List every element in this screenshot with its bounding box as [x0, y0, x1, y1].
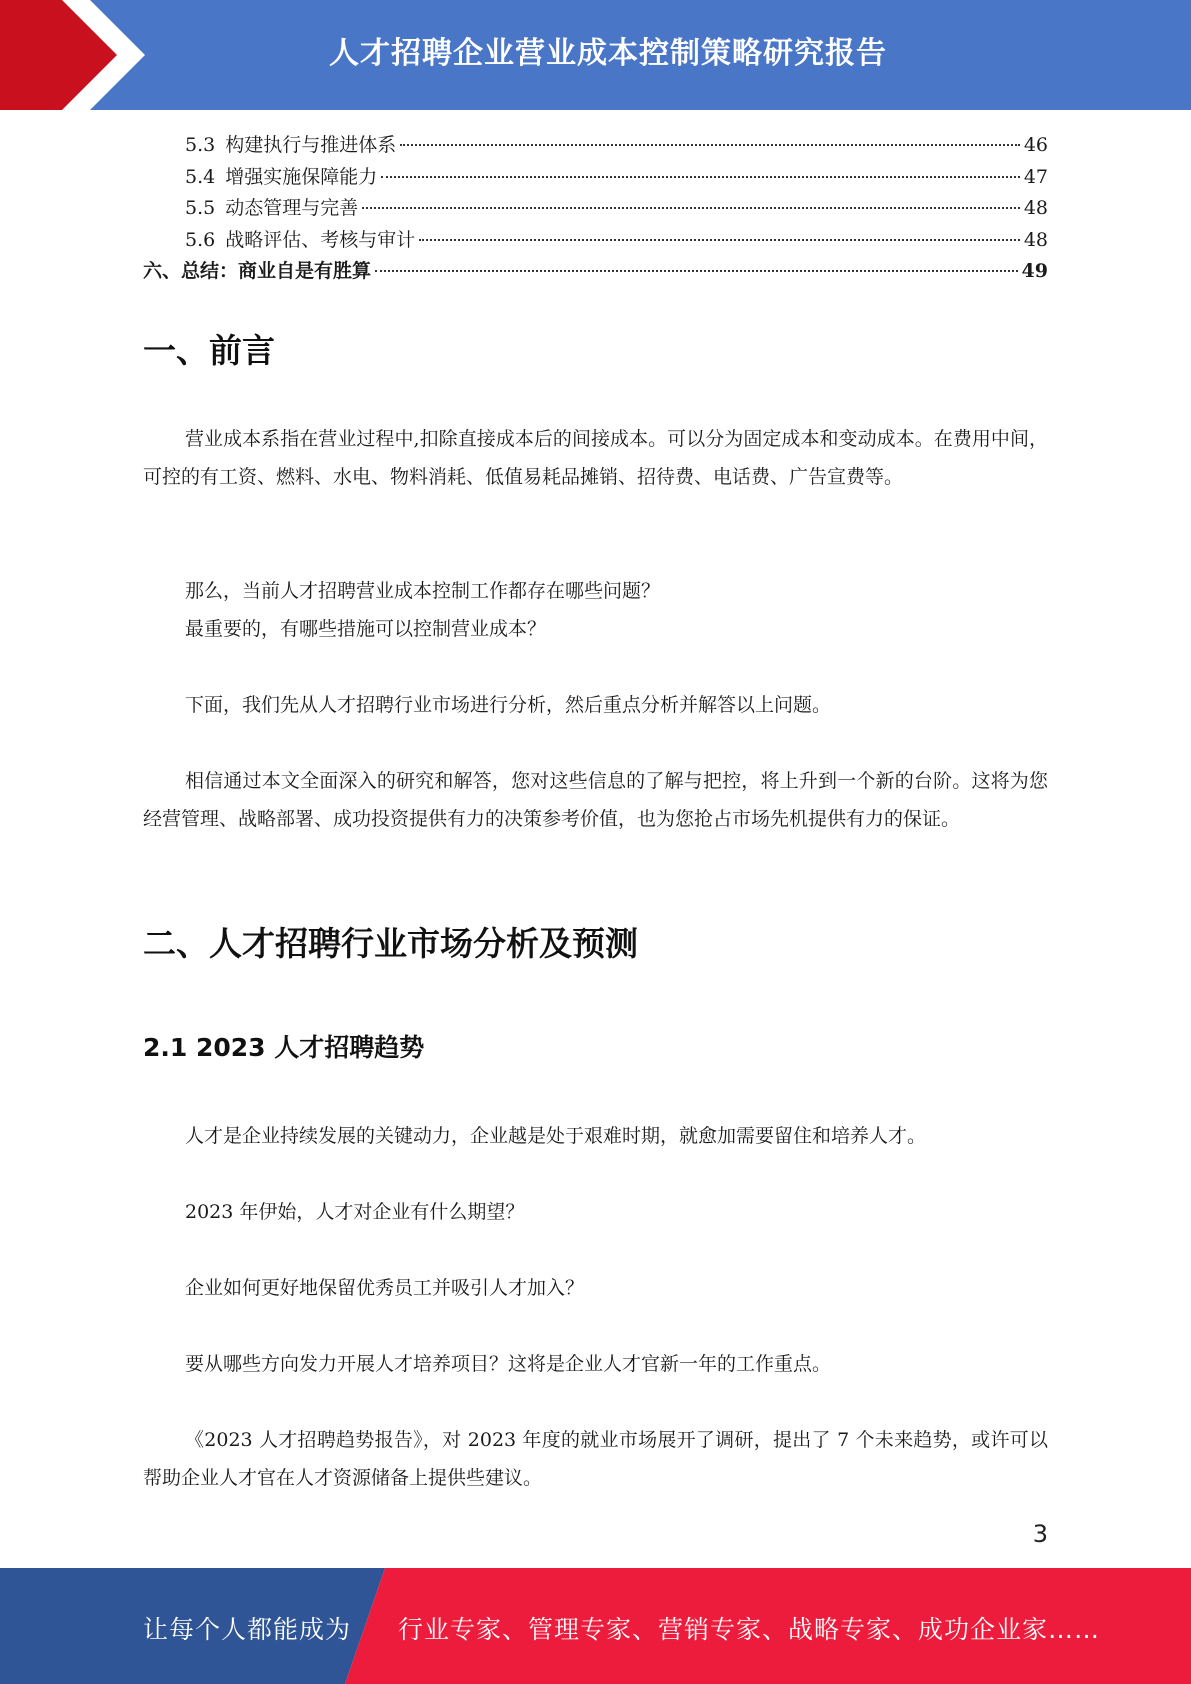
paragraph: 要从哪些方向发力开展人才培养项目？这将是企业人才官新一年的工作重点。	[185, 1353, 832, 1375]
paragraph: 相信通过本文全面深入的研究和解答，您对这些信息的了解与把控，将上升到一个新的台阶。这将为您经营管理、战略部署、成功投资提供有力的决策参考价值，也为您抢占市场先机提供有力的保证。	[143, 770, 1048, 830]
toc-label: 增强实施保障能力	[225, 165, 378, 188]
toc-number: 5.4	[185, 165, 216, 188]
paragraph: 《2023 人才招聘趋势报告》，对 2023 年度的就业市场展开了调研，提出了 7 个未来趋势，或许可以帮助企业人才官在人才资源储备上提供些建议。	[143, 1429, 1048, 1489]
toc-page: 48	[1023, 228, 1048, 251]
section-heading: 二、人才招聘行业市场分析及预测	[143, 924, 638, 963]
page-number: 3	[1032, 1520, 1048, 1548]
toc-number: 5.5	[185, 197, 216, 219]
section-heading: 一、前言	[143, 331, 275, 370]
paragraph: 最重要的，有哪些措施可以控制营业成本？	[185, 618, 547, 640]
subsection-heading: 2.1 2023 人才招聘趋势	[143, 1033, 425, 1062]
toc-label: 六、总结：商业自是有胜算	[143, 260, 372, 282]
toc-number: 5.3	[185, 134, 216, 156]
toc-page: 47	[1023, 165, 1048, 188]
toc-leader	[419, 239, 1020, 241]
toc-entry[interactable]	[143, 130, 1048, 162]
footer-slogan: 让每个人都能成为	[143, 1615, 352, 1644]
table-of-contents	[143, 130, 1048, 288]
toc-number: 5.6	[185, 228, 216, 251]
toc-entry[interactable]	[143, 162, 1048, 194]
report-title: 人才招聘企业营业成本控制策略研究报告	[329, 36, 887, 71]
toc-page: 46	[1023, 134, 1048, 156]
paragraph: 人才是企业持续发展的关键动力，企业越是处于艰难时期，就愈加需要留住和培养人才。	[185, 1125, 927, 1147]
paragraph: 企业如何更好地保留优秀员工并吸引人才加入？	[185, 1277, 585, 1299]
toc-entry[interactable]	[143, 193, 1048, 225]
paragraph: 那么，当前人才招聘营业成本控制工作都存在哪些问题？	[185, 580, 661, 602]
toc-label: 动态管理与完善	[225, 197, 359, 219]
toc-entry[interactable]	[143, 225, 1048, 257]
toc-leader	[375, 270, 1018, 272]
paragraph: 营业成本系指在营业过程中,扣除直接成本后的间接成本。可以分为固定成本和变动成本。在费用中间，可控的有工资、燃料、水电、物料消耗、低值易耗品摊销、招待费、电话费、广告宣费等。	[143, 428, 1048, 488]
footer-roles: 行业专家、管理专家、营销专家、战略专家、成功企业家……	[398, 1615, 1101, 1644]
toc-page: 48	[1023, 197, 1048, 219]
toc-leader	[381, 176, 1020, 178]
page-header	[0, 0, 1191, 110]
paragraph: 下面，我们先从人才招聘行业市场进行分析，然后重点分析并解答以上问题。	[185, 694, 832, 716]
toc-leader	[362, 207, 1020, 209]
toc-label: 战略评估、考核与审计	[225, 228, 416, 251]
toc-label: 构建执行与推进体系	[225, 134, 397, 156]
paragraph: 2023 年伊始，人才对企业有什么期望？	[185, 1201, 525, 1223]
page-footer	[0, 1568, 1191, 1684]
toc-leader	[400, 144, 1020, 146]
toc-page: 49	[1021, 260, 1048, 282]
toc-entry[interactable]	[143, 256, 1048, 288]
